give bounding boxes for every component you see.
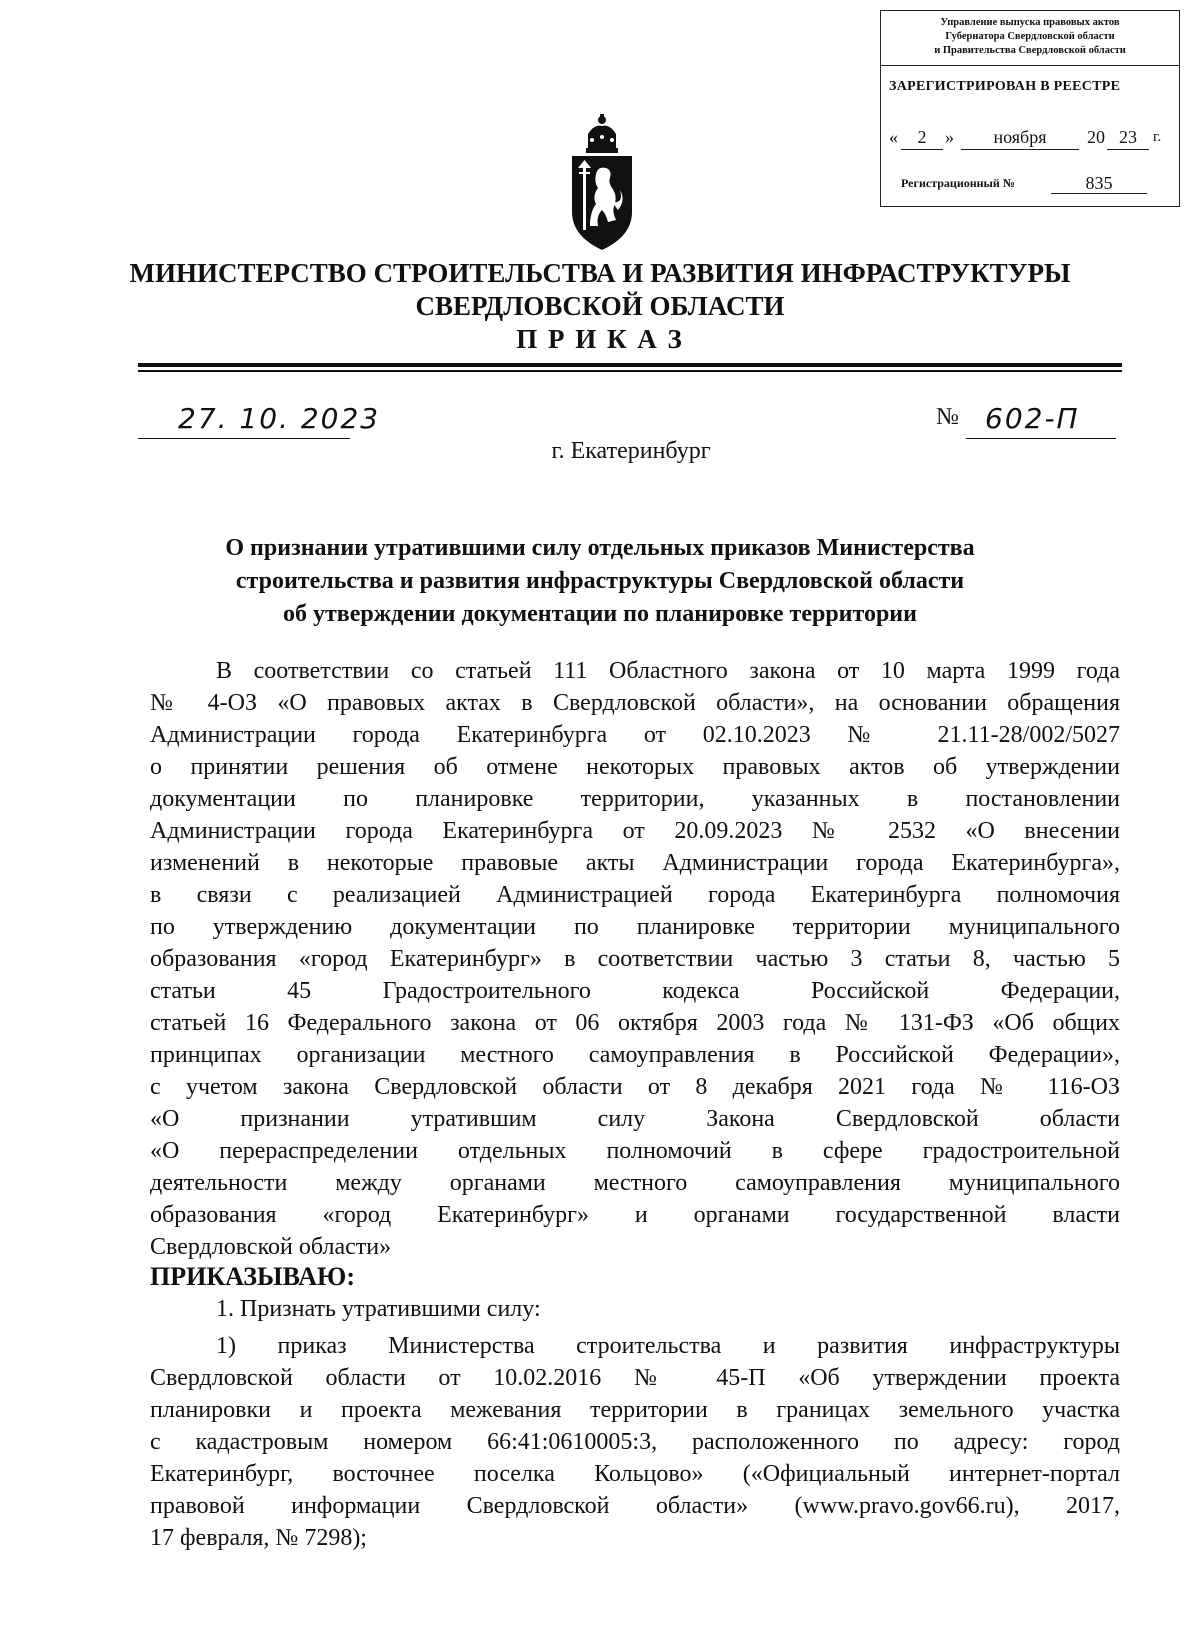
stamp-year-prefix: 20 — [1087, 127, 1105, 147]
item-1-1-paragraph — [150, 1330, 1120, 1554]
stamp-year-mark: г. — [1153, 129, 1162, 145]
preamble-line: о принятии решения об отмене некоторых правовых актов об утверждении — [150, 754, 1120, 780]
stamp-open-quote: « — [889, 127, 898, 147]
stamp-month: ноября — [961, 127, 1079, 150]
preamble-line: образования «город Екатеринбург» и органами государственной власти — [150, 1202, 1120, 1228]
registration-stamp — [880, 10, 1180, 207]
stamp-year: 23 — [1107, 127, 1149, 150]
item-1-1-line: 17 февраля, № 7298); — [150, 1525, 367, 1551]
ministry-name-line-1: МИНИСТЕРСТВО СТРОИТЕЛЬСТВА И РАЗВИТИЯ ИНФРАСТРУКТУРЫ — [129, 258, 1071, 288]
order-date: 27. 10. 2023 — [178, 402, 381, 435]
stamp-header-line: Губернатора Свердловской области — [945, 31, 1115, 42]
preamble-line: Администрации города Екатеринбурга от 20.09.2023 № 2532 «О внесении — [150, 818, 1120, 844]
preamble-line: с учетом закона Свердловской области от 8 декабря 2021 года № 116-ОЗ — [150, 1074, 1120, 1100]
preamble-line: «О перераспределении отдельных полномочий в сфере градостроительной — [150, 1138, 1120, 1164]
document-type-heading: П Р И К А З — [516, 324, 684, 354]
item-1-1-line: Екатеринбург, восточнее поселка Кольцово» («Официальный интернет-портал — [150, 1461, 1120, 1487]
order-number-label: № — [936, 404, 959, 430]
item-1-1-line: правовой информации Свердловской области» (www.pravo.gov66.ru), 2017, — [150, 1493, 1120, 1519]
header-rule-thick — [138, 363, 1122, 367]
header-rule-thin — [138, 370, 1122, 372]
preamble-line: Администрации города Екатеринбурга от 02.10.2023 № 21.11-28/002/5027 — [150, 722, 1120, 748]
preamble-line: деятельности между органами местного самоуправления муниципального — [150, 1170, 1120, 1196]
stamp-reg-label: Регистрационный № — [901, 176, 1015, 190]
item-1-1-line: Свердловской области от 10.02.2016 № 45-П «Об утверждении проекта — [150, 1365, 1120, 1391]
preamble-line: в связи с реализацией Администрацией города Екатеринбурга полномочия — [150, 882, 1120, 908]
preamble-line: Свердловской области» — [150, 1234, 392, 1260]
order-number: 602-П — [985, 402, 1080, 435]
preamble-line: «О признании утратившим силу Закона Свердловской области — [150, 1106, 1120, 1132]
preamble-line: № 4-ОЗ «О правовых актах в Свердловской области», на основании обращения — [150, 690, 1120, 716]
preamble-line: по утверждению документации по планировке территории муниципального — [150, 914, 1120, 940]
coat-of-arms-emblem — [568, 112, 636, 252]
stamp-header-line: и Правительства Свердловской области — [934, 45, 1126, 56]
stamp-header-line: Управление выпуска правовых актов — [940, 17, 1120, 28]
stamp-day: 2 — [901, 127, 943, 150]
item-1-1-line: с кадастровым номером 66:41:0610005:3, расположенного по адресу: город — [150, 1429, 1120, 1455]
preamble-line: документации по планировке территории, указанных в постановлении — [150, 786, 1120, 812]
preamble-line: статьей 16 Федерального закона от 06 октября 2003 года № 131-ФЗ «Об общих — [150, 1010, 1120, 1036]
item-1-1-line: планировки и проекта межевания территории в границах земельного участка — [150, 1397, 1120, 1423]
order-title — [0, 532, 1200, 631]
order-title-line: О признании утратившими силу отдельных приказов Министерства — [225, 535, 975, 561]
preamble-line: образования «город Екатеринбург» в соответствии частью 3 статьи 8, частью 5 — [150, 946, 1120, 972]
stamp-registered-label: ЗАРЕГИСТРИРОВАН В РЕЕСТРЕ — [889, 79, 1121, 94]
order-word: ПРИКАЗЫВАЮ: — [150, 1262, 355, 1291]
stamp-header — [881, 11, 1179, 66]
preamble-line: изменений в некоторые правовые акты Администрации города Екатеринбурга», — [150, 850, 1120, 876]
item-1: 1. Признать утратившими силу: — [216, 1296, 541, 1322]
stamp-reg-number: 835 — [1051, 173, 1147, 194]
preamble-line: статьи 45 Градостроительного кодекса Российской Федерации, — [150, 978, 1120, 1004]
item-1-1-line: 1) приказ Министерства строительства и развития инфраструктуры — [216, 1333, 1120, 1359]
order-title-line: строительства и развития инфраструктуры Свердловской области — [235, 568, 965, 594]
preamble-line: принципах организации местного самоуправления в Российской Федерации», — [150, 1042, 1120, 1068]
ministry-name-line-2: СВЕРДЛОВСКОЙ ОБЛАСТИ — [415, 291, 785, 321]
preamble-line: В соответствии со статьей 111 Областного закона от 10 марта 1999 года — [216, 658, 1120, 684]
stamp-close-quote: » — [945, 127, 954, 147]
city-name: г. Екатеринбург — [551, 438, 711, 464]
order-title-line: об утверждении документации по планировке территории — [283, 601, 917, 627]
preamble-paragraph — [150, 655, 1120, 1263]
